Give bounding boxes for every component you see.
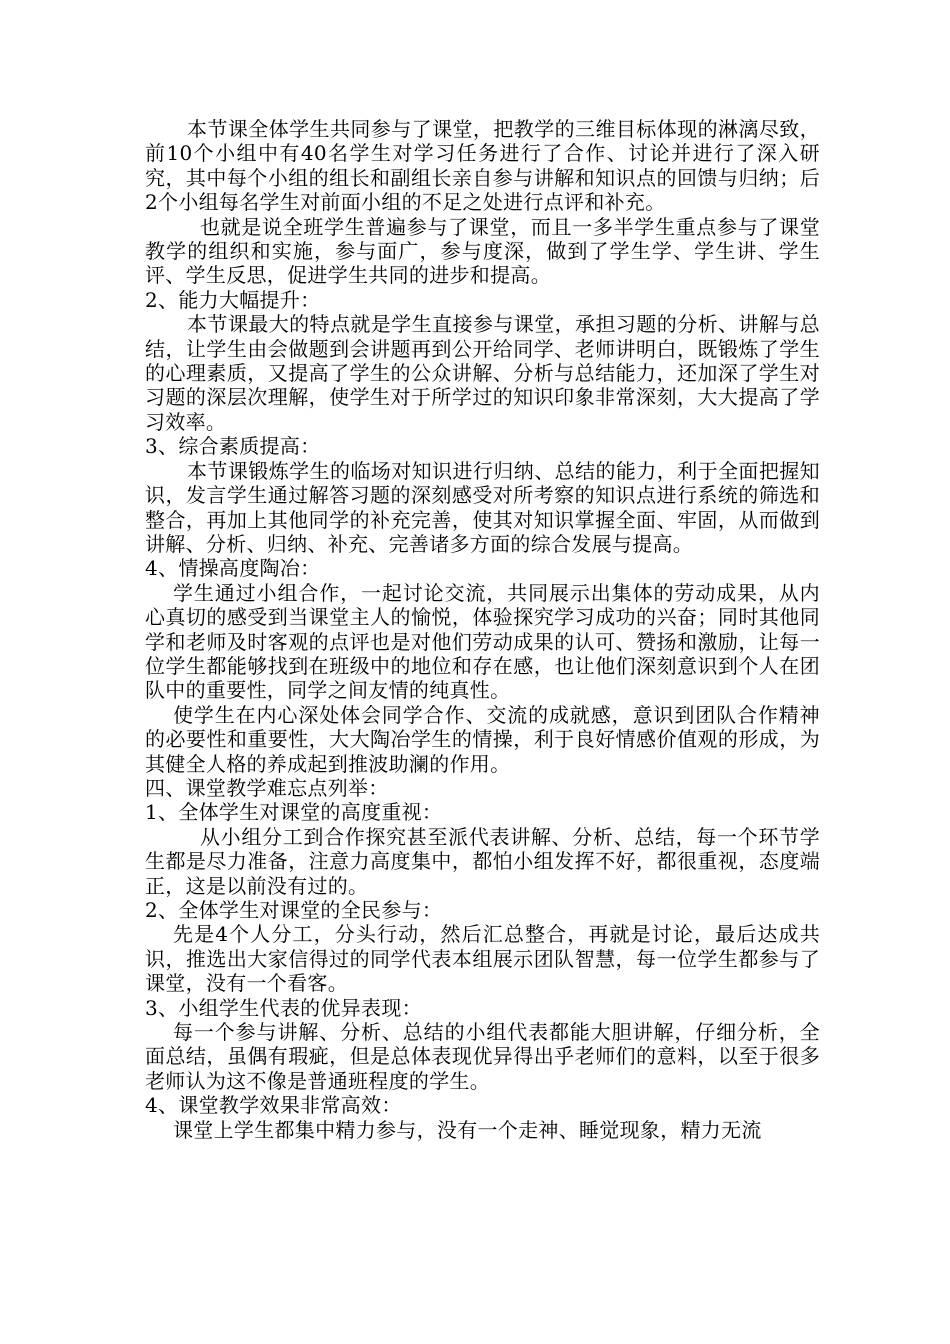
document-body	[145, 117, 820, 1142]
paragraph-attention: 从小组分工到合作探究甚至派代表讲解、分析、总结，每一个环节学生都是尽力准备，注意力高度集中，都怕小组发挥不好，都很重视，态度端正，这是以前没有过的。	[145, 824, 820, 898]
heading-sentiment: 4、情操高度陶冶：	[145, 556, 321, 581]
paragraph-full-participation: 先是4个人分工，分头行动，然后汇总整合，再就是讨论，最后达成共识，推选出大家信得过的同学代表本组展示团队智慧，每一位学生都参与了课堂，没有一个看客。	[145, 922, 820, 996]
heading-quality: 3、综合素质提高：	[145, 434, 321, 459]
heading-efficiency: 4、课堂教学效果非常高效：	[145, 1093, 402, 1118]
paragraph-quality: 本节课锻炼学生的临场对知识进行归纳、总结的能力，利于全面把握知识，发言学生通过解答习题的深刻感受对所考察的知识点进行系统的筛选和整合，再加上其他同学的补充完善，使其对知识掌握全面、牢固，从而做到讲解、分析、归纳、补充、完善诸多方面的综合发展与提高。	[145, 458, 820, 556]
heading-ability: 2、能力大幅提升：	[145, 287, 321, 312]
paragraph-representatives: 每一个参与讲解、分析、总结的小组代表都能大胆讲解，仔细分析，全面总结，虽偶有瑕疵，但是总体表现优异得出乎老师们的意料，以至于很多老师认为这不像是普通班程度的学生。	[145, 1020, 820, 1093]
paragraph-efficiency: 课堂上学生都集中精力参与，没有一个走神、睡觉现象，精力无流	[173, 1117, 762, 1142]
heading-attention: 1、全体学生对课堂的高度重视：	[145, 800, 443, 825]
paragraph-sentiment: 学生通过小组合作，一起讨论交流，共同展示出集体的劳动成果，从内心真切的感受到当课堂主人的愉悦，体验探究学习成功的兴奋；同时其他同学和老师及时客观的点评也是对他们劳动成果的认可、赞扬和激励，让每一位学生都能够找到在班级中的地位和存在感，也让他们深刻意识到个人在团队中的重要性，同学之间友情的纯真性。	[145, 580, 820, 703]
paragraph-sentiment-summary: 使学生在内心深处体会同学合作、交流的成就感，意识到团队合作精神的必要性和重要性，大大陶冶学生的情操，利于良好情感价值观的形成，为其健全人格的养成起到推波助澜的作用。	[145, 702, 820, 776]
heading-section-four: 四、课堂教学难忘点列举：	[145, 775, 389, 800]
heading-representatives: 3、小组学生代表的优异表现：	[145, 995, 422, 1020]
heading-full-participation: 2、全体学生对课堂的全民参与：	[145, 898, 443, 922]
paragraph-ability: 本节课最大的特点就是学生直接参与课堂，承担习题的分析、讲解与总结，让学生由会做题到会讲题再到公开给同学、老师讲明白，既锻炼了学生的心理素质，又提高了学生的公众讲解、分析与总结能力，还加深了学生对习题的深层次理解，使学生对于所学过的知识印象非常深刻，大大提高了学习效率。	[145, 312, 820, 434]
paragraph-participation-summary: 也就是说全班学生普遍参与了课堂，而且一多半学生重点参与了课堂教学的组织和实施，参与面广，参与度深，做到了学生学、学生讲、学生评、学生反思，促进学生共同的进步和提高。	[145, 214, 820, 288]
paragraph-participation: 本节课全体学生共同参与了课堂，把教学的三维目标体现的淋漓尽致，前10个小组中有40名学生对学习任务进行了合作、讨论并进行了深入研究，其中每个小组的组长和副组长亲自参与讲解和知识点的回馈与归纳；后2个小组每名学生对前面小组的不足之处进行点评和补充。	[145, 117, 820, 215]
